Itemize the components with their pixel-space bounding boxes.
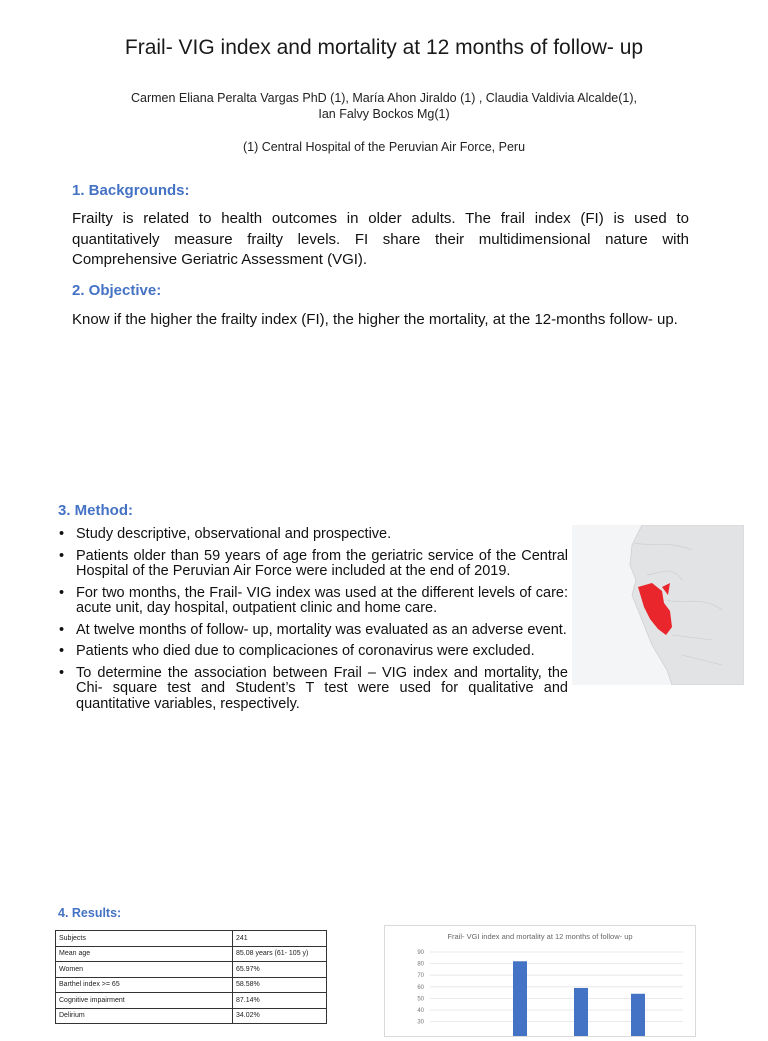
y-tick-label: 40 (417, 1008, 424, 1014)
table-row: Barthel index >= 65 58.58% (56, 977, 327, 993)
bullet-icon: • (59, 664, 65, 681)
method-item: • Patients who died due to complicaciones of coronavirus were excluded. (59, 643, 535, 659)
table-row: Mean age 85.08 years (61- 105 y) (56, 946, 327, 962)
chart-title: Frail- VGI index and mortality at 12 months of follow- up (447, 932, 633, 941)
objective-text: Know if the higher the frailty index (FI), the higher the mortality, at the 12-months follow- up. (72, 311, 678, 328)
y-tick-label: 50 (417, 996, 424, 1003)
chart-bar (513, 961, 527, 1036)
peru-map-icon (572, 525, 744, 685)
y-tick-label: 90 (417, 950, 424, 956)
bullet-icon: • (59, 526, 65, 542)
chart-bar (631, 994, 645, 1036)
y-tick-label: 30 (417, 1019, 424, 1026)
table-row: Women 65.97% (56, 962, 327, 978)
bullet-icon: • (59, 584, 65, 601)
method-item: • For two months, the Frail- VIG index was used at the different levels of care: acute unit, day hospital, outpatient clinic and home care. (59, 584, 568, 616)
results-heading: 4. Results: (58, 906, 122, 920)
authors (60, 90, 708, 122)
backgrounds-heading: 1. Backgrounds: (72, 182, 190, 199)
method-heading: 3. Method: (58, 502, 133, 519)
mortality-chart (384, 925, 696, 1037)
method-list (58, 527, 568, 718)
y-tick-label: 70 (417, 973, 424, 980)
authors-line-2: Ian Falvy Bockos Mg(1) (318, 107, 450, 121)
objective-heading: 2. Objective: (72, 282, 162, 299)
method-item: • To determine the association between Frail – VIG index and mortality, the Chi- square test and Student’s T test were used for qualitative and quantitative variables, respectively. (59, 664, 568, 712)
authors-line-1: Carmen Eliana Peralta Vargas PhD (1), María Ahon Jiraldo (1) , Claudia Valdivia Alcalde(1), (130, 91, 638, 105)
chart-bar (574, 988, 588, 1036)
y-tick-label: 80 (417, 961, 424, 968)
table-row: Cognitive impairment 87.14% (56, 993, 327, 1009)
affiliation: (1) Central Hospital of the Peruvian Air Force, Peru (242, 140, 526, 154)
bullet-icon: • (59, 621, 65, 638)
method-item: • At twelve months of follow- up, mortality was evaluated as an adverse event. (59, 621, 567, 638)
y-tick-label: 60 (417, 984, 424, 991)
poster-title: Frail- VIG index and mortality at 12 months of follow- up (124, 36, 644, 59)
method-item: • Patients older than 59 years of age from the geriatric service of the Central Hospital of the Peruvian Air Force were included at the end of 2019. (59, 547, 568, 579)
table-row: Delirium 34.02% (56, 1008, 327, 1024)
chart-svg (385, 926, 695, 1036)
results-table (55, 930, 327, 1024)
table-row: Subjects 241 (56, 931, 327, 947)
method-item: • Study descriptive, observational and prospective. (59, 526, 392, 542)
bullet-icon: • (59, 643, 65, 659)
bullet-icon: • (59, 547, 65, 564)
peru-map-image (572, 525, 744, 685)
backgrounds-text: Frailty is related to health outcomes in older adults. The frail index (FI) is used to quantitatively measure frailty levels. FI share their multidimensional nature with Comprehensive Geriatric Assessment (VGI). (72, 210, 689, 268)
